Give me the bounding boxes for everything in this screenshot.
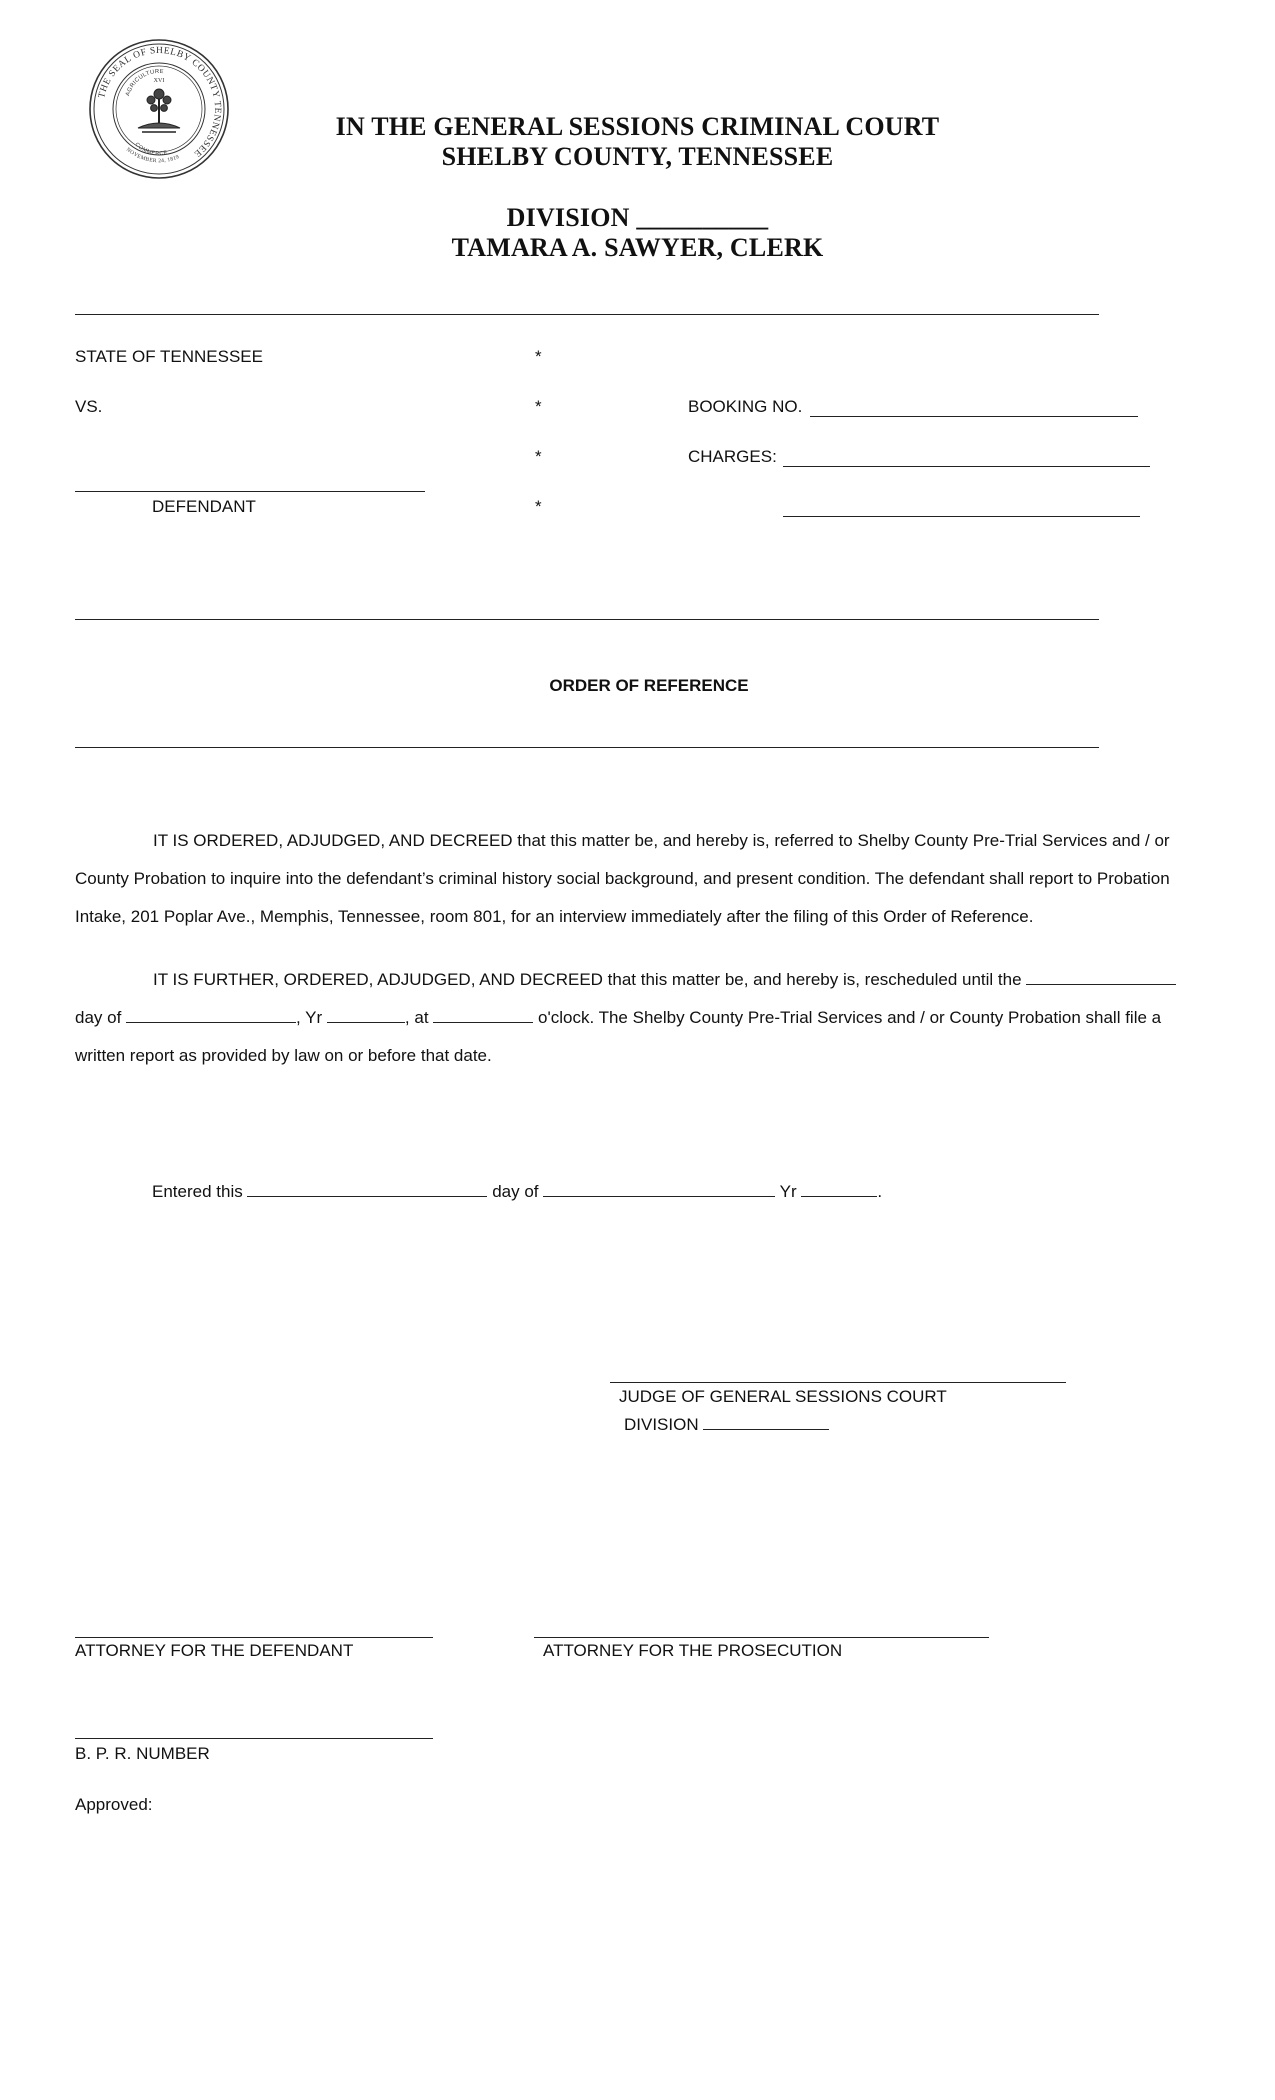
reschedule-time-field[interactable] (433, 1006, 533, 1023)
booking-label: BOOKING NO. (688, 397, 803, 416)
caption-asterisk: * (535, 447, 542, 466)
divider (75, 314, 1099, 315)
charges-label: CHARGES: (688, 447, 777, 466)
paragraph1-line2: County Probation to inquire into the defendant’s criminal history social background, and present condition. The defendant shall report to Probation (75, 869, 1170, 888)
entered-this-label: Entered this (152, 1182, 243, 1201)
caption-asterisk: * (535, 347, 542, 366)
at-label: , at (404, 1008, 429, 1027)
caption-asterisk: * (535, 497, 542, 516)
entered-year-field[interactable] (801, 1180, 877, 1197)
order-title: ORDER OF REFERENCE (549, 676, 749, 695)
reschedule-year-field[interactable] (327, 1006, 405, 1023)
seal-date: NOVEMBER 24, 1819 (124, 146, 181, 165)
caption-asterisk: * (535, 397, 542, 416)
paragraph1-line3: Intake, 201 Poplar Ave., Memphis, Tennessee, room 801, for an interview immediately after the filing of this Order of Reference. (75, 907, 1034, 926)
seal-roman: XVI (153, 78, 165, 84)
divider (75, 619, 1099, 620)
order-paragraph-2 (75, 961, 1205, 1075)
attorney-prosecution-label: ATTORNEY FOR THE PROSECUTION (543, 1641, 843, 1660)
paragraph1-line1: IT IS ORDERED, ADJUDGED, AND DECREED that this matter be, and hereby is, referred to Shelby County Pre-Trial Services and / or (153, 831, 1170, 850)
reschedule-month-field[interactable] (126, 1006, 296, 1023)
clerk-name: TAMARA A. SAWYER, CLERK (451, 233, 824, 262)
oclock-text: o'clock. The Shelby County Pre-Trial Services and / or County Probation shall file a (538, 1008, 1162, 1027)
court-title: IN THE GENERAL SESSIONS CRIMINAL COURT (335, 112, 940, 141)
judge-signature-line[interactable] (610, 1382, 1066, 1383)
judge-division-line (624, 1413, 829, 1435)
judge-label: JUDGE OF GENERAL SESSIONS COURT (619, 1387, 947, 1406)
division-line: DIVISION __________ (506, 203, 769, 232)
charges-field[interactable] (783, 466, 1150, 467)
vs-label: VS. (75, 397, 103, 416)
entered-line (152, 1180, 882, 1202)
seal-top-band: AGRICULTURE (125, 68, 165, 97)
seal-bottom-band: COMMERCE (133, 141, 169, 158)
approved-label: Approved: (75, 1795, 153, 1814)
paragraph2-line3: written report as provided by law on or before that date. (75, 1046, 492, 1065)
judge-division-field[interactable] (703, 1413, 829, 1430)
order-paragraph-1 (75, 822, 1205, 936)
entered-yr-label: Yr (779, 1182, 797, 1201)
judge-division-label: DIVISION (624, 1415, 699, 1434)
entered-month-field[interactable] (543, 1180, 775, 1197)
divider (75, 747, 1099, 748)
bpr-number-line[interactable] (75, 1738, 433, 1739)
charges-field-second[interactable] (783, 516, 1140, 517)
attorney-prosecution-signature-line[interactable] (534, 1637, 989, 1638)
seal-outer-text: THE SEAL OF SHELBY COUNTY TENNESSEE (97, 45, 223, 159)
county-title: SHELBY COUNTY, TENNESSEE (441, 142, 834, 171)
entered-day-field[interactable] (247, 1180, 487, 1197)
defendant-name-field[interactable] (75, 491, 425, 492)
entered-day-of-label: day of (492, 1182, 539, 1201)
reschedule-day-field[interactable] (1026, 968, 1176, 985)
booking-number-field[interactable] (810, 416, 1138, 417)
yr-label: , Yr (296, 1008, 323, 1027)
state-label: STATE OF TENNESSEE (75, 347, 263, 366)
entered-period: . (877, 1182, 883, 1201)
attorney-defendant-signature-line[interactable] (75, 1637, 433, 1638)
attorney-defendant-label: ATTORNEY FOR THE DEFENDANT (75, 1641, 354, 1660)
day-of-label: day of (75, 1008, 122, 1027)
paragraph2-line1: IT IS FURTHER, ORDERED, ADJUDGED, AND DECREED that this matter be, and hereby is, rescheduled until the (153, 970, 1022, 989)
defendant-label: DEFENDANT (152, 497, 256, 516)
bpr-label: B. P. R. NUMBER (75, 1744, 210, 1763)
